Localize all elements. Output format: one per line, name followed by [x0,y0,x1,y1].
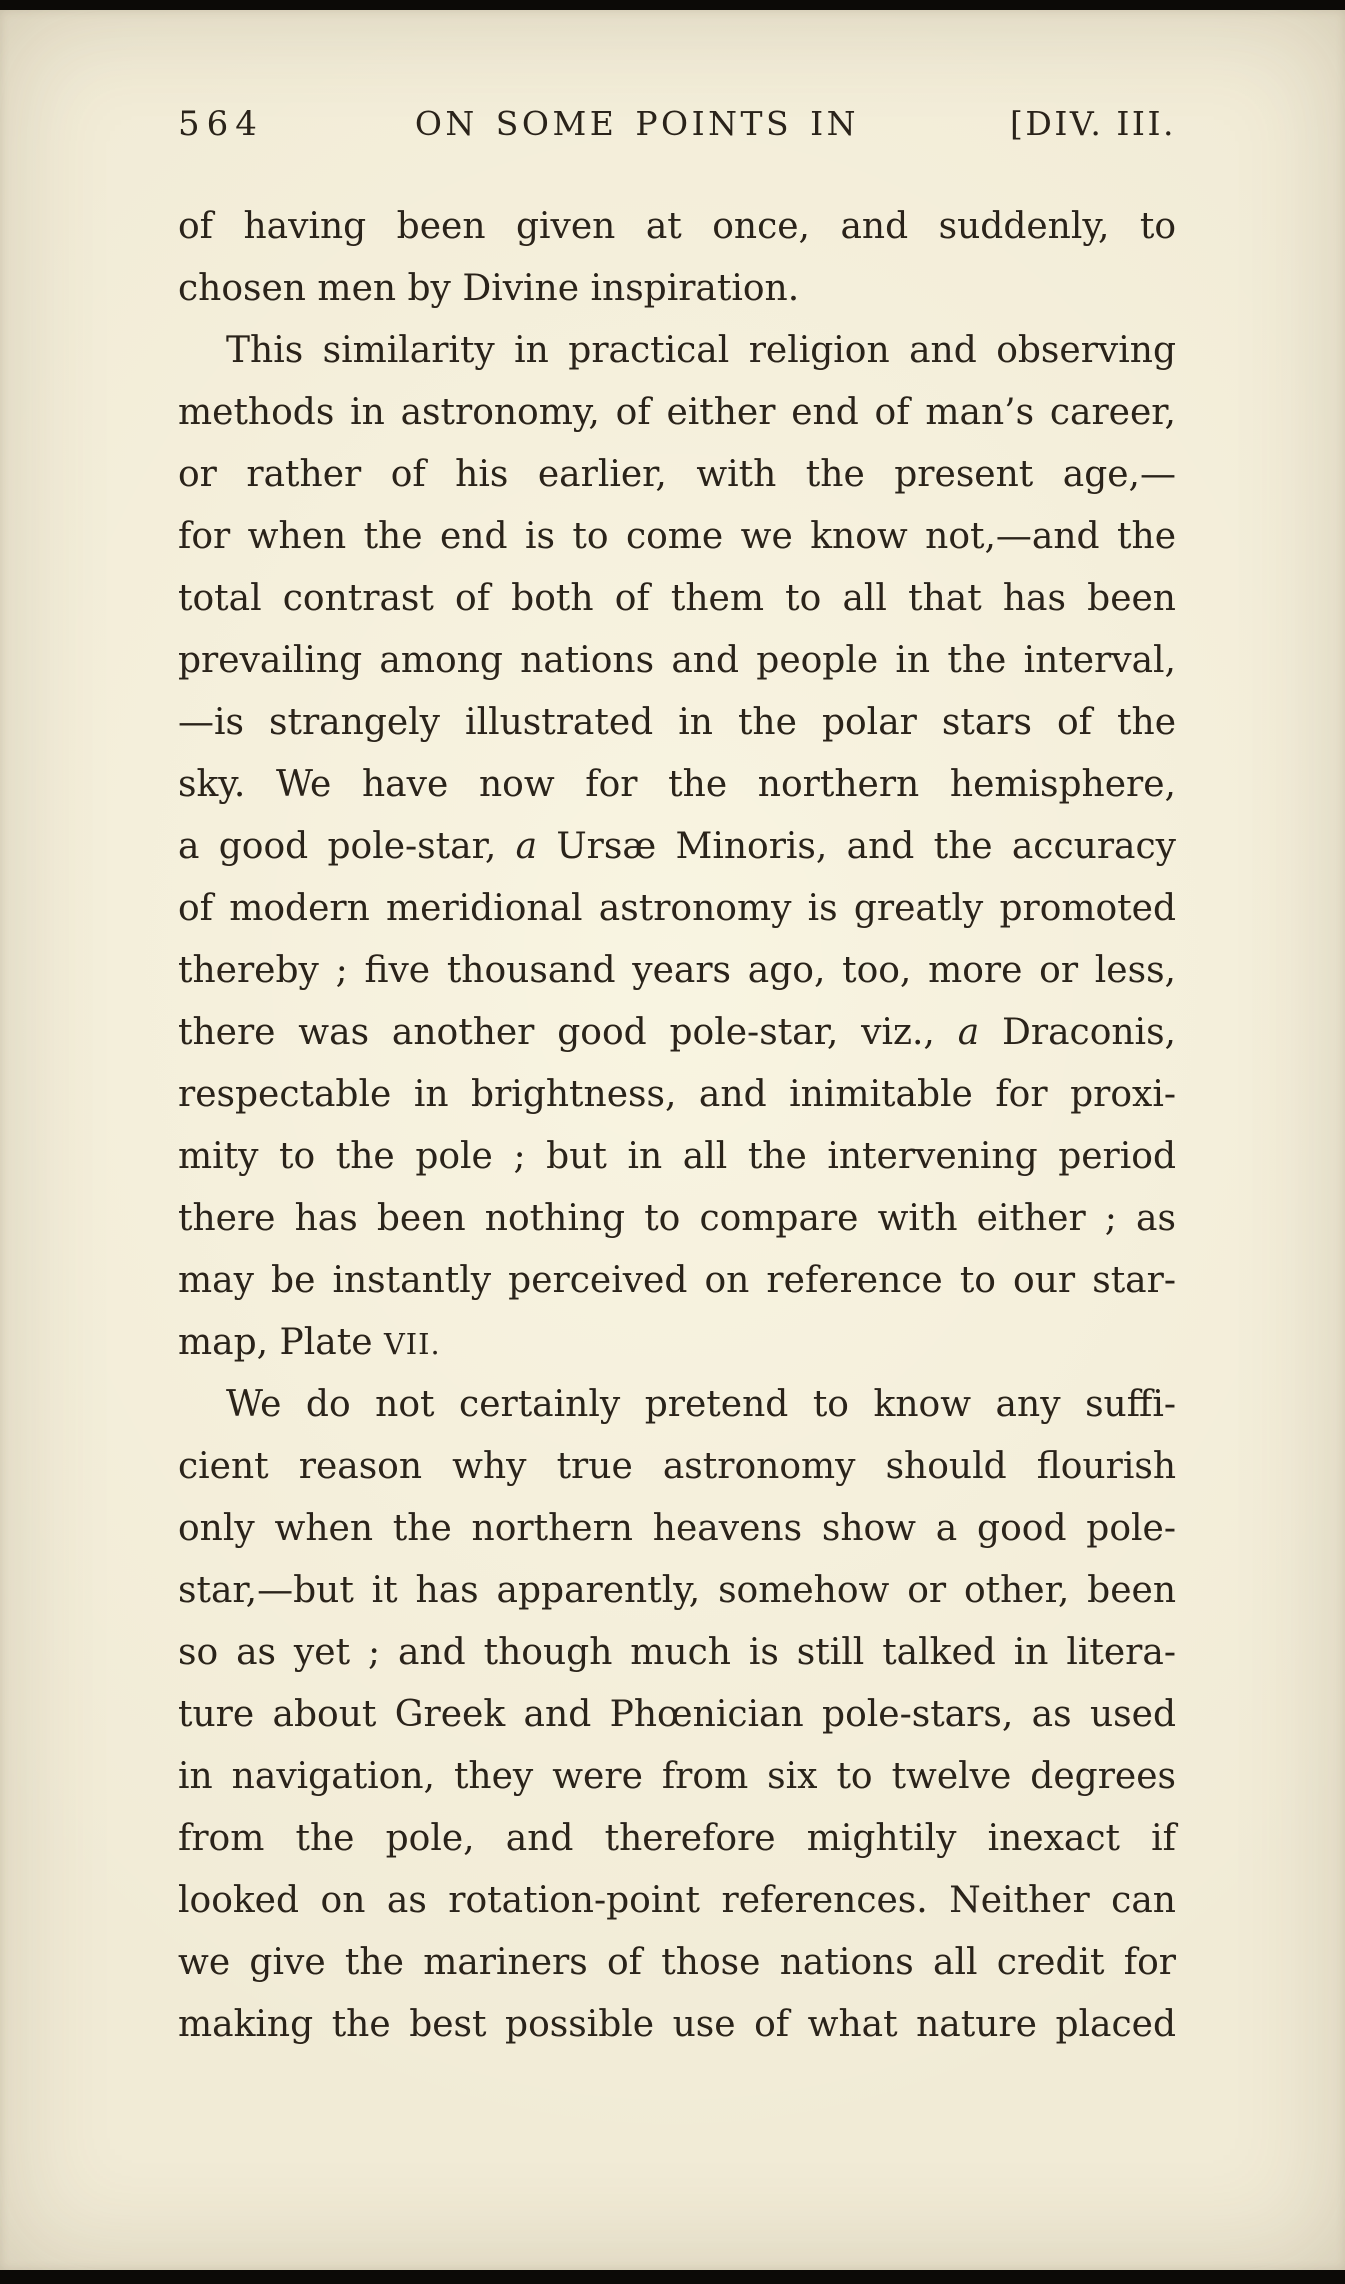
text-line: sky. We have now for the northern hemisphere, [178,764,1176,805]
text-line: chosen men by Divine inspiration. [178,268,800,309]
text-line: star,—but it has apparently, somehow or other, been [178,1570,1176,1611]
book-page [0,10,1345,2270]
text-line: This similarity in practical religion and observing [226,330,1176,371]
running-title: ON SOME POINTS IN [414,104,860,143]
text-line: cient reason why true astronomy should flourish [178,1446,1176,1487]
text-line: methods in astronomy, of either end of man’s career, [178,392,1176,433]
text-line: in navigation, they were from six to twelve degrees [178,1756,1176,1797]
text-line: may be instantly perceived on reference to our star- [178,1260,1176,1301]
text-line: looked on as rotation-point references. Neither can [178,1880,1176,1921]
text-line: making the best possible use of what nature placed [178,2004,1176,2045]
text-line: from the pole, and therefore mightily inexact if [178,1818,1176,1859]
text-line: ture about Greek and Phœnician pole-stars, as used [178,1694,1176,1735]
text-line: or rather of his earlier, with the present age,— [178,454,1176,495]
text-line: so as yet ; and though much is still talked in litera- [178,1632,1176,1673]
text-line: we give the mariners of those nations all credit for [178,1942,1176,1983]
text-line: thereby ; five thousand years ago, too, more or less, [178,950,1176,991]
scan-edge-bottom [0,2270,1345,2284]
text-line: of having been given at once, and suddenly, to [178,206,1176,247]
text-column [178,10,1176,2056]
text-line: for when the end is to come we know not,—and the [178,516,1176,557]
page-number: 564 [178,104,264,144]
page-header [178,10,1176,146]
text-line: only when the northern heavens show a good pole- [178,1508,1176,1549]
text-line: respectable in brightness, and inimitable for proxi- [178,1074,1176,1115]
text-line: there was another good pole-star, viz., a Draconis, [178,1012,1176,1053]
text-line: prevailing among nations and people in the interval, [178,640,1176,681]
text-line: —is strangely illustrated in the polar stars of the [178,702,1176,743]
text-line: a good pole-star, a Ursæ Minoris, and the accuracy [178,826,1176,867]
text-line: there has been nothing to compare with either ; as [178,1198,1176,1239]
text-line: mity to the pole ; but in all the intervening period [178,1136,1176,1177]
text-line: map, Plate VII. [178,1322,441,1363]
body-text [178,196,1176,2056]
text-line: We do not certainly pretend to know any suffi- [226,1384,1176,1425]
text-line: total contrast of both of them to all that has been [178,578,1176,619]
scan-edge-top [0,0,1345,10]
text-line: of modern meridional astronomy is greatly promoted [178,888,1176,929]
division-marker: [DIV. III. [1009,104,1176,143]
